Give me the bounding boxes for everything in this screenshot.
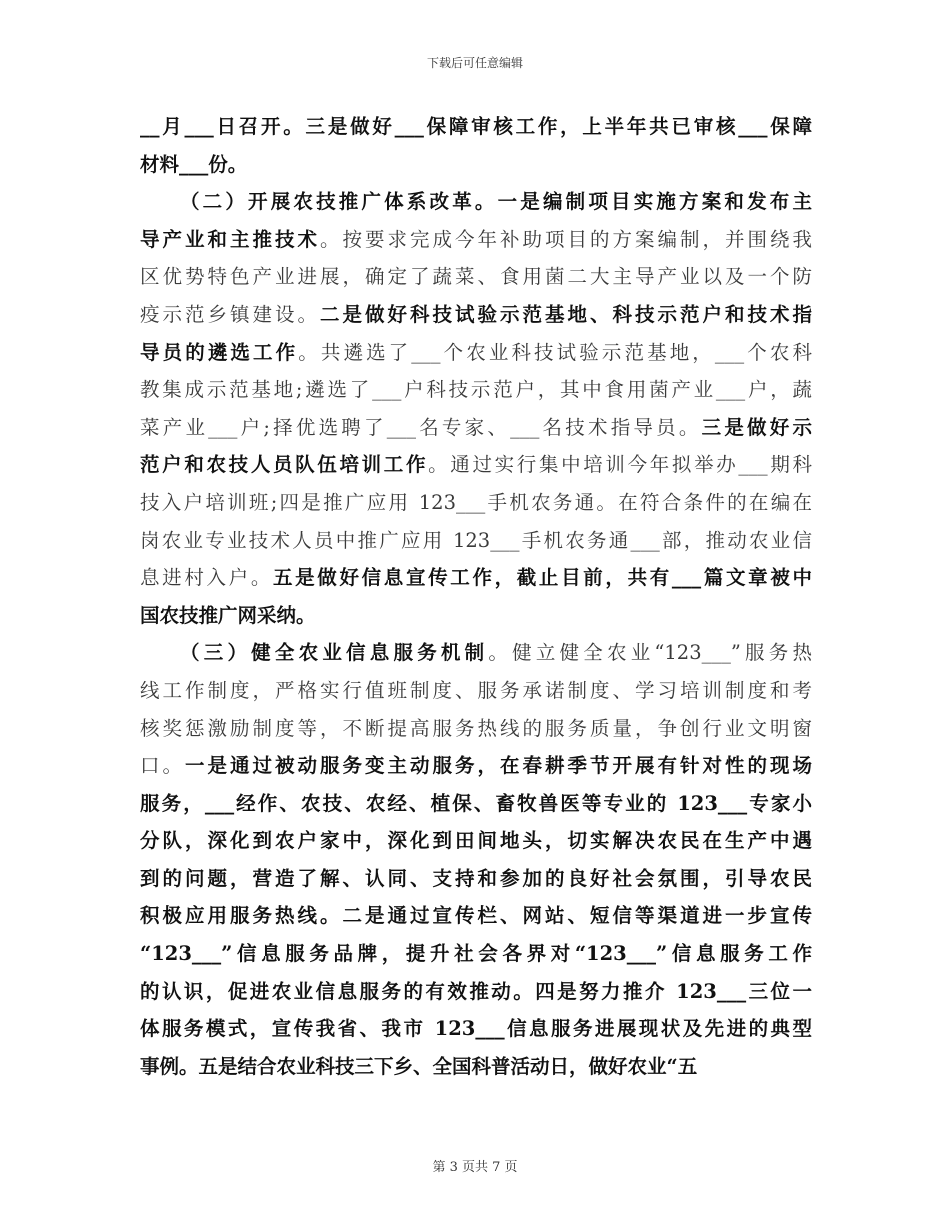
text-segment: 。按要求完成今年补助项目的方案编制，并围绕我 xyxy=(320,227,812,251)
bold-text-segment: （三）健全农业信息服务机制 xyxy=(180,641,489,665)
bold-text-segment: 事例。五是结合农业科技三下乡、全国科普活动日，做好农业“五 xyxy=(140,1054,698,1078)
text-segment: 。健立健全农业“123___”服务热 xyxy=(488,641,812,665)
text-line xyxy=(140,409,812,447)
text-segment: 技入户培训班;四是推广应用 123___手机农务通。在符合条件的在编在 xyxy=(140,490,812,514)
text-line xyxy=(140,822,812,860)
text-segment: 。共遴选了___个农业科技试验示范基地，___个农科 xyxy=(298,340,812,364)
text-line xyxy=(140,897,812,935)
text-line xyxy=(140,747,812,785)
text-line xyxy=(140,258,812,296)
text-line xyxy=(140,710,812,748)
bold-text-segment: 五是做好信息宣传工作，截止目前，共有___篇文章被中 xyxy=(272,566,812,590)
bold-text-segment: __月___日召开。三是做好___保障审核工作，上半年共已审核___保障 xyxy=(140,115,812,138)
bold-text-segment: 体服务模式，宣传我省、我市 123___信息服务进展现状及先进的典型 xyxy=(140,1017,812,1041)
page-header: 下载后可任意编辑 xyxy=(426,56,523,70)
bold-text-segment: 材料___份。 xyxy=(140,152,248,176)
text-line xyxy=(140,973,812,1011)
text-segment: 息进村入户。 xyxy=(140,566,273,590)
text-line xyxy=(140,785,812,823)
text-line xyxy=(140,221,812,259)
text-line xyxy=(140,1048,812,1086)
bold-text-segment: （二）开展农技推广体系改革。一是编制项目实施方案和发布主 xyxy=(180,190,812,214)
text-line xyxy=(140,334,812,372)
text-segment: 岗农业专业技术人员中推广应用 123___手机农务通___部，推动农业信 xyxy=(140,528,812,552)
bold-text-segment: 一是通过被动服务变主动服务，在春耕季节开展有针对性的现场 xyxy=(185,754,812,778)
bold-text-segment: “123___”信息服务品牌，提升社会各界对“123___”信息服务工作 xyxy=(140,942,812,966)
text-segment: 区优势特色产业进展，确定了蔬菜、食用菌二大主导产业以及一个防 xyxy=(140,265,812,289)
bold-text-segment: 服务，___经作、农技、农经、植保、畜牧兽医等专业的 123___专家小 xyxy=(140,791,812,815)
text-segment: 核奖惩激励制度等，不断提高服务热线的服务质量，争创行业文明窗 xyxy=(140,716,812,740)
bold-text-segment: 二是做好科技试验示范基地、科技示范户和技术指 xyxy=(320,302,812,326)
bold-text-segment: 范户和农技人员队伍培训工作 xyxy=(140,453,429,477)
text-line xyxy=(140,1010,812,1048)
bold-text-segment: 的认识，促进农业信息服务的有效推动 xyxy=(140,979,514,1003)
text-line xyxy=(140,146,812,184)
bold-text-segment: 导员的遴选工作 xyxy=(140,340,299,364)
text-line xyxy=(140,484,812,522)
text-segment: 疫示范乡镇建设。 xyxy=(140,302,320,326)
text-line xyxy=(140,446,812,484)
page-number: 第 3 页共 7 页 xyxy=(432,1160,518,1175)
text-line xyxy=(140,634,812,672)
text-segment: 口。 xyxy=(140,754,185,778)
bold-text-segment: 导产业和主推技术 xyxy=(140,227,320,251)
bold-text-segment: 。四是努力推介 123___三位一 xyxy=(513,979,812,1003)
text-line xyxy=(140,183,812,221)
document-body xyxy=(140,108,812,1085)
bold-text-segment: 分队，深化到农户家中，深化到田间地头，切实解决农民在生产中遇 xyxy=(140,829,812,853)
text-line xyxy=(140,108,812,146)
text-line xyxy=(140,597,812,635)
text-line xyxy=(140,296,812,334)
bold-text-segment: 国农技推广网采纳。 xyxy=(140,603,316,627)
bold-text-segment: 。二是通过宣传栏、网站、短信等渠道进一步宣传 xyxy=(320,904,812,928)
text-segment: 。通过实行集中培训今年拟举办___期科 xyxy=(428,453,812,477)
text-line xyxy=(140,559,812,597)
text-line xyxy=(140,371,812,409)
text-segment: 菜产业___户;择优选聘了___名专家、___名技术指导员。 xyxy=(140,415,702,439)
bold-text-segment: 积极应用服务热线 xyxy=(140,904,320,928)
text-line xyxy=(140,672,812,710)
text-segment: 线工作制度，严格实行值班制度、服务承诺制度、学习培训制度和考 xyxy=(140,678,812,702)
bold-text-segment: 到的问题，营造了解、认同、支持和参加的良好社会氛围，引导农民 xyxy=(140,866,812,890)
text-line xyxy=(140,860,812,898)
text-line xyxy=(140,935,812,973)
text-line xyxy=(140,522,812,560)
text-segment: 教集成示范基地;遴选了___户科技示范户，其中食用菌产业___户，蔬 xyxy=(140,378,812,402)
bold-text-segment: 三是做好示 xyxy=(701,415,812,439)
